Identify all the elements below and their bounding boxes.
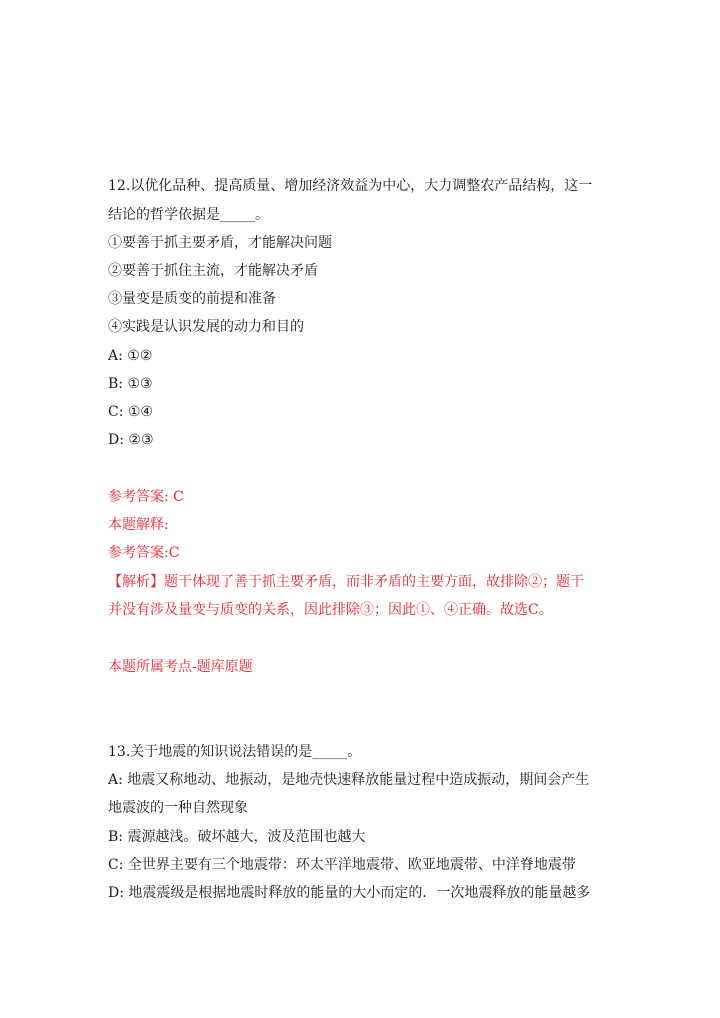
q12-statement-4: ④实践是认识发展的动力和目的 bbox=[108, 319, 304, 335]
q13-stem: 13.关于地震的知识说法错误的是_____。 bbox=[108, 744, 362, 760]
q12-statement-1: ①要善于抓主要矛盾，才能解决问题 bbox=[108, 235, 332, 251]
q12-answer-repeat: 参考答案:C bbox=[108, 545, 180, 561]
q12-stem-line2: 结论的哲学依据是_____。 bbox=[108, 207, 269, 223]
q12-answer: 参考答案: C bbox=[108, 489, 184, 505]
q12-statement-2: ②要善于抓住主流，才能解决矛盾 bbox=[108, 263, 318, 279]
q12-option-a: A: ①② bbox=[108, 348, 153, 364]
q13-option-a-line1: A: 地震又称地动、地振动，是地壳快速释放能量过程中造成振动，期间会产生 bbox=[108, 772, 590, 788]
q12-option-d: D: ②③ bbox=[108, 432, 154, 448]
q13-option-b: B: 震源越浅。破坏越大，波及范围也越大 bbox=[108, 829, 366, 845]
q13-option-c: C: 全世界主要有三个地震带：环太平洋地震带、欧亚地震带、中洋脊地震带 bbox=[108, 857, 576, 873]
q12-stem-line1: 12.以优化品种、提高质量、增加经济效益为中心，大力调整农产品结构，这一 bbox=[108, 178, 593, 194]
q12-analysis-line1: 【解析】题干体现了善于抓主要矛盾，而非矛盾的主要方面，故排除②；题干 bbox=[108, 574, 584, 590]
q12-option-b: B: ①③ bbox=[108, 376, 153, 392]
q13-option-d: D: 地震震级是根据地震时释放的能量的大小而定的．一次地震释放的能量越多 bbox=[108, 885, 591, 901]
q12-option-c: C: ①④ bbox=[108, 404, 153, 420]
q12-explanation-title: 本题解释: bbox=[108, 517, 169, 533]
q12-statement-3: ③量变是质变的前提和准备 bbox=[108, 291, 276, 307]
q12-topic: 本题所属考点-题库原题 bbox=[108, 659, 253, 675]
q12-analysis-line2: 并没有涉及量变与质变的关系，因此排除③；因此①、④正确。故选C。 bbox=[108, 602, 553, 618]
q13-option-a-line2: 地震波的一种自然现象 bbox=[108, 800, 248, 816]
